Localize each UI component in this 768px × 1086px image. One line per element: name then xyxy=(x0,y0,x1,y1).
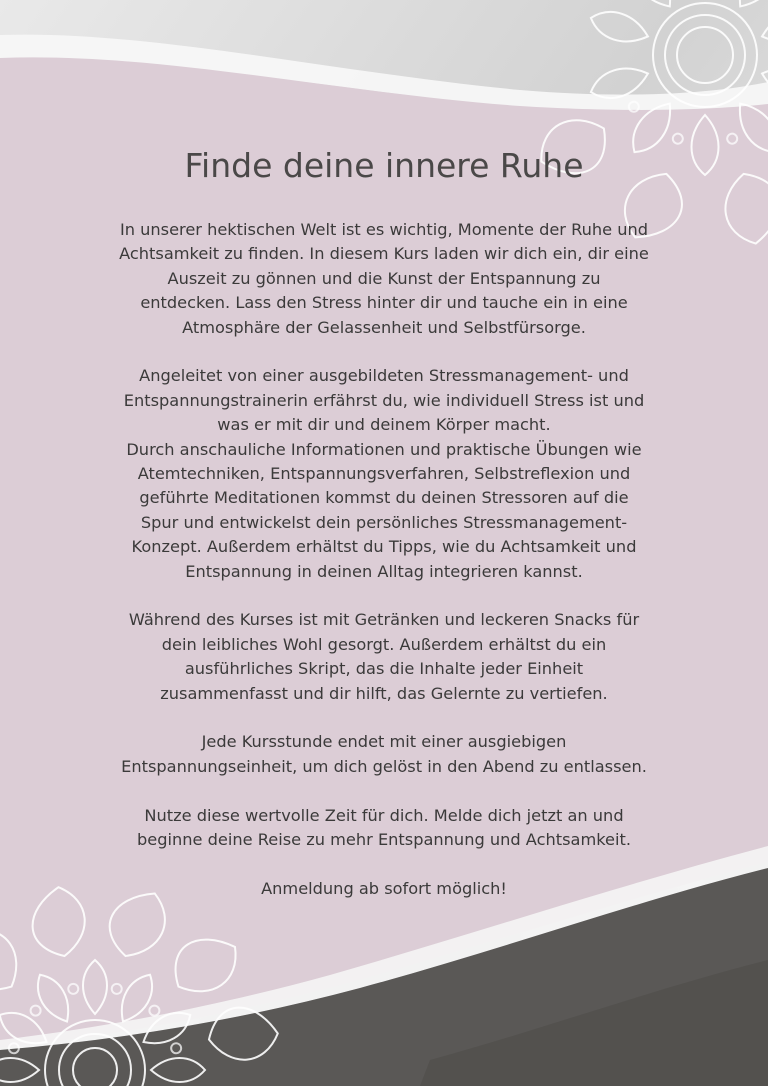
text-line: zusammenfasst und dir hilft, das Gelernte zu vertiefen. xyxy=(160,683,608,703)
body-text xyxy=(50,218,718,901)
text-line: Entspannungseinheit, um dich gelöst in den Abend zu entlassen. xyxy=(121,756,647,776)
text-line: Nutze diese wertvolle Zeit für dich. Melde dich jetzt an und xyxy=(144,805,624,825)
text-line: Atemtechniken, Entspannungsverfahren, Selbstreflexion und xyxy=(137,464,631,484)
text-line: geführte Meditationen kommst du deinen Stressoren auf die xyxy=(139,488,629,508)
text-line: Entspannungstrainerin erfährst du, wie individuell Stress ist und xyxy=(123,390,645,410)
text-line: In unserer hektischen Welt ist es wichtig, Momente der Ruhe und xyxy=(119,220,649,239)
text-line: was er mit dir und deinem Körper macht. xyxy=(217,415,551,435)
paragraph-intro xyxy=(50,218,718,340)
paragraph-catering xyxy=(50,608,718,706)
text-line: Spur und entwickelst dein persönliches Stressmanagement- xyxy=(140,512,628,532)
text-line: Jede Kursstunde endet mit einer ausgiebigen xyxy=(201,732,567,752)
text-line: Achtsamkeit zu finden. In diesem Kurs laden wir dich ein, dir eine xyxy=(119,244,649,264)
text-line: dein leibliches Wohl gesorgt. Außerdem erhältst du ein xyxy=(161,634,607,654)
paragraph-call-to-action xyxy=(50,804,718,853)
text-line: Durch anschauliche Informationen und praktische Übungen wie xyxy=(126,439,642,459)
paragraph-relaxation xyxy=(50,730,718,779)
paragraph-registration xyxy=(50,877,718,901)
text-line: Entspannung in deinen Alltag integrieren kannst. xyxy=(185,561,583,581)
text-line: Atmosphäre der Gelassenheit und Selbstfürsorge. xyxy=(182,317,586,337)
text-line: entdecken. Lass den Stress hinter dir und tauche ein in eine xyxy=(140,293,628,313)
text-line: Konzept. Außerdem erhältst du Tipps, wie du Achtsamkeit und xyxy=(131,537,637,557)
text-line: Auszeit zu gönnen und die Kunst der Entspannung zu xyxy=(167,268,601,288)
text-line: ausführliches Skript, das die Inhalte jeder Einheit xyxy=(184,659,584,679)
text-line: Während des Kurses ist mit Getränken und leckeren Snacks für xyxy=(128,610,640,630)
page-title: Finde deine innere Ruhe xyxy=(184,146,584,185)
text-line: beginne deine Reise zu mehr Entspannung und Achtsamkeit. xyxy=(137,830,631,850)
text-line: Angeleitet von einer ausgebildeten Stressmanagement- und xyxy=(139,366,629,386)
text-line: Anmeldung ab sofort möglich! xyxy=(261,878,507,898)
paragraph-trainer xyxy=(50,364,718,584)
